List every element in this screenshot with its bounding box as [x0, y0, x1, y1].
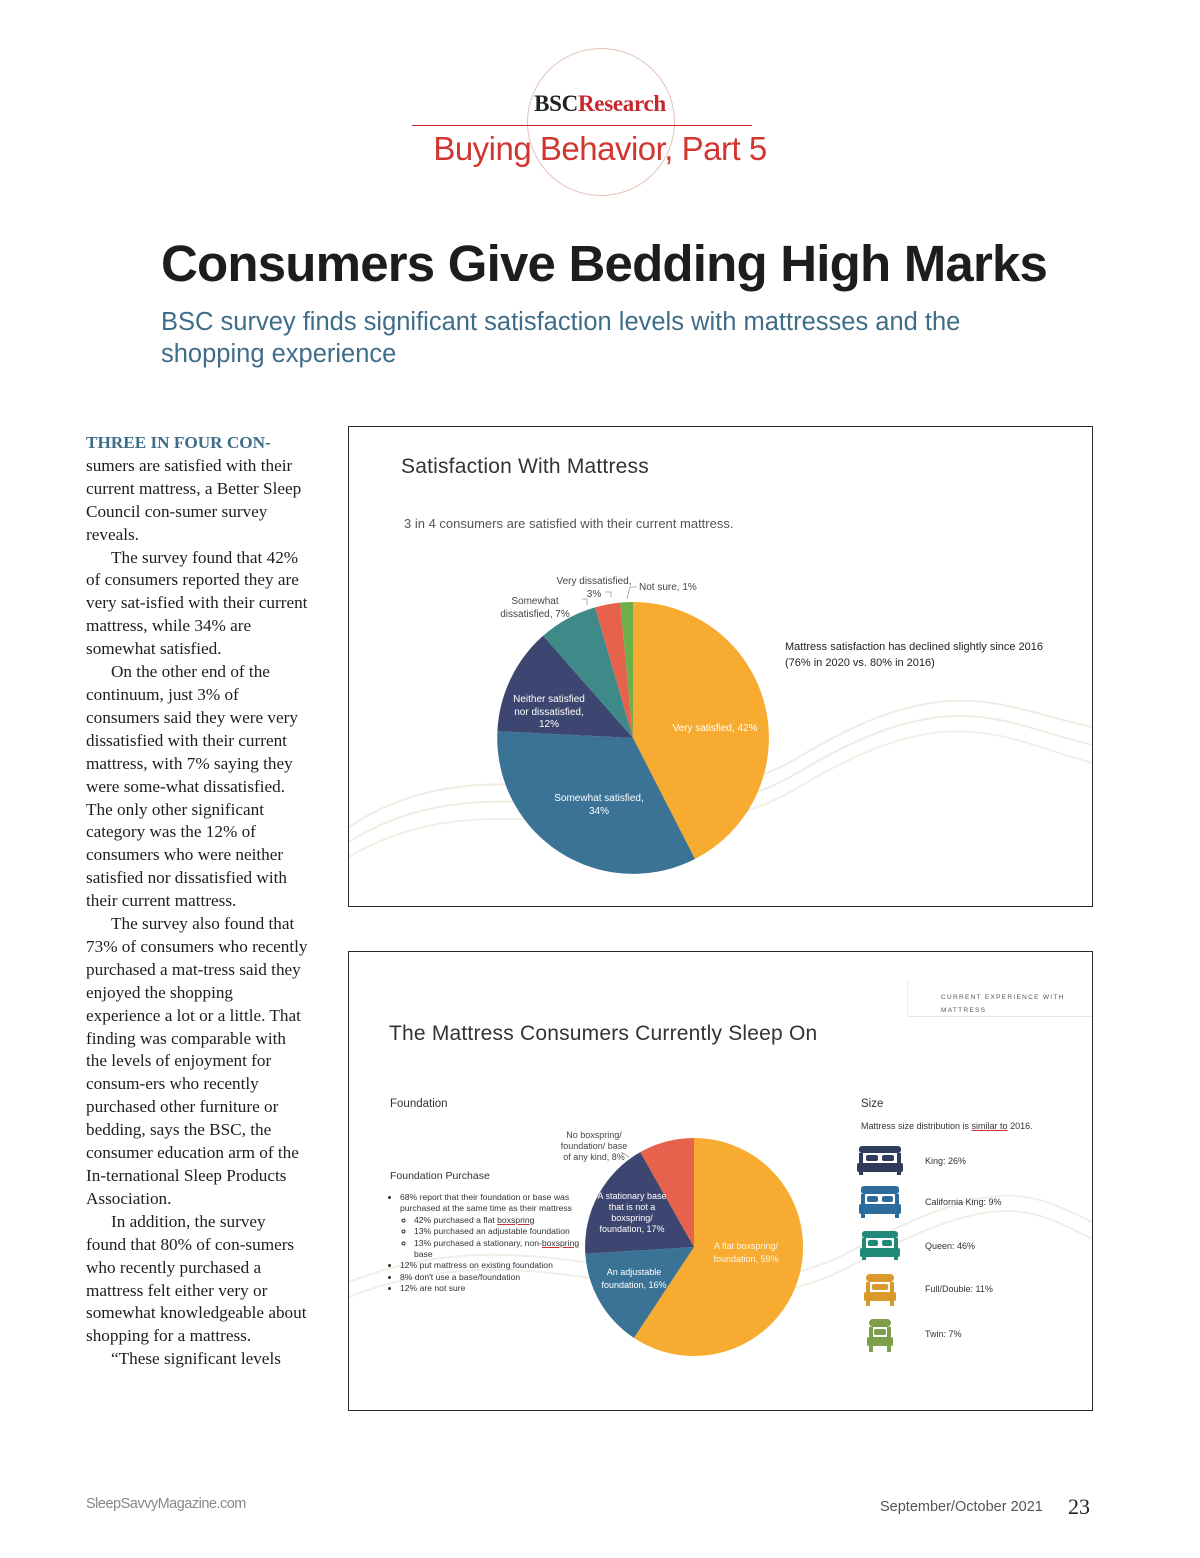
- purchase-heading: Foundation Purchase: [390, 1170, 490, 1182]
- footer-site: SleepSavvyMagazine.com: [86, 1496, 246, 1512]
- size-label: Twin: 7%: [925, 1329, 962, 1339]
- label-adjustable: An adjustable foundation, 16%: [601, 1267, 667, 1290]
- deck: BSC survey finds significant satisfaction levels with mattresses and the shopping experience: [161, 308, 961, 368]
- chart-satisfaction: [348, 426, 1093, 907]
- label-somewhat-dissatisfied: Somewhat dissatisfied, 7%: [500, 596, 570, 620]
- chart-title: The Mattress Consumers Currently Sleep On: [389, 1022, 818, 1045]
- body-column: THREE IN FOUR CON- sumers are satisfied with their current mattress, a Better Sleep Council con-sumer survey reveals. The survey found that 42% of consumers reported they are very sat-isfied with their current mattress, while 34% are somewhat satisfied. On the other end of the continuum, just 3% of consumers said they were very dissatisfied with their current mattress, with 7% saying they were some-what dissatisfied. The only other significant category was the 12% of consumers who were neither satisfied nor dissatisfied with their current mattress. The survey also found that 73% of consumers who recently purchased a mat-tress said they enjoyed the shopping experience a lot or a little. That finding was comparable with the levels of enjoyment for consum-ers who recently purchased other furniture or bedding, says the BSC, the consumer education arm of the In-ternational Sleep Products Association. In addition, the survey found that 80% of con-sumers who recently purchased a mattress felt either very or somewhat knowledgeable about shopping for a mattress. “These significant levels: [86, 432, 310, 1371]
- paragraph: “These significant levels: [111, 1349, 281, 1369]
- list-item: ◦ 13% purchased a stationary, non-boxspring base: [414, 1238, 590, 1261]
- bed-icon: [857, 1144, 903, 1180]
- list-item: • 68% report that their foundation or base was purchased at the same time as their mattress ◦ 42% purchased a flat boxspring ◦ 13% purchased an adjustable foundation ◦ 13% purchased a stationary, non-boxspring base: [400, 1192, 590, 1260]
- lead-in: THREE IN FOUR CON-: [86, 433, 271, 452]
- chart-note: Mattress satisfaction has declined slightly since 2016 (76% in 2020 vs. 80% in 2016): [785, 641, 1044, 669]
- bed-icon: [857, 1185, 903, 1221]
- size-row-king: [857, 1144, 1077, 1184]
- size-row-full-double: [857, 1272, 1077, 1312]
- list-item: • 12% put mattress on existing foundation: [400, 1260, 590, 1271]
- size-label: Queen: 46%: [925, 1241, 976, 1251]
- pie-slices: [497, 602, 769, 874]
- series-title: Buying Behavior, Part 5: [433, 130, 767, 167]
- size-row-california-king: [857, 1185, 1077, 1225]
- headline: Consumers Give Bedding High Marks: [161, 235, 1048, 292]
- label-stationary: A stationary base that is not a boxspring/ foundation, 17%: [597, 1191, 667, 1234]
- label-flat-boxspring: A flat boxspring/ foundation, 59%: [713, 1241, 779, 1264]
- chart-current-mattress: [348, 951, 1093, 1411]
- chart-subtitle: 3 in 4 consumers are satisfied with their current mattress.: [404, 516, 734, 531]
- masthead-circle: [527, 48, 675, 196]
- size-heading: Size: [861, 1098, 884, 1110]
- size-label: King: 26%: [925, 1156, 967, 1166]
- chart-title: Satisfaction With Mattress: [401, 455, 649, 478]
- paragraph: In addition, the survey found that 80% of con-sumers who recently purchased a mattress felt either very or somewhat knowledgeable about shopping for a mattress.: [86, 1211, 307, 1346]
- paragraph: The survey found that 42% of consumers reported they are very sat-isfied with their current mattress, while 34% are somewhat satisfied.: [86, 547, 308, 659]
- paragraph: The survey also found that 73% of consumers who recently purchased a mat-tress said they enjoyed the shopping experience a lot or a little. That finding was comparable with the levels of enjoyment for consum-ers who recently purchased other furniture or bedding, says the BSC, the consumer education arm of the In-ternational Sleep Products Association.: [86, 914, 308, 1208]
- footer-issue: September/October 2021: [880, 1499, 1043, 1515]
- list-item: ◦ 13% purchased an adjustable foundation: [414, 1226, 590, 1237]
- label-neither: Neither satisfied nor dissatisfied, 12%: [513, 694, 585, 730]
- label-not-sure: Not sure, 1%: [639, 582, 697, 593]
- list-item: ◦ 42% purchased a flat boxspring: [414, 1215, 590, 1226]
- bed-icon: [857, 1229, 903, 1265]
- size-row-twin: [857, 1317, 1077, 1357]
- list-item: • 8% don't use a base/foundation: [400, 1272, 590, 1283]
- label-no-boxspring: No boxspring/ foundation/ base of any kind, 8%: [560, 1130, 628, 1162]
- size-label: Full/Double: 11%: [925, 1284, 993, 1294]
- bed-icon: [857, 1317, 903, 1355]
- paragraph: On the other end of the continuum, just 3% of consumers said they were very dissatisfied with their current mattress, with 7% saying they were some-what dissatisfied. The only other significant category was the 12% of consumers who were neither satisfied nor dissatisfied with their current mattress.: [86, 662, 298, 911]
- bed-icon: [857, 1272, 903, 1310]
- page-number: 23: [1068, 1494, 1090, 1519]
- brand-logo: BSCResearch: [534, 91, 666, 116]
- size-row-queen: [857, 1229, 1077, 1269]
- size-label: California King: 9%: [925, 1197, 1002, 1207]
- size-note: Mattress size distribution is similar to 2016.: [861, 1121, 1033, 1131]
- label-very-satisfied: Very satisfied, 42%: [672, 723, 758, 734]
- foundation-heading: Foundation: [390, 1098, 448, 1110]
- list-item: • 12% are not sure: [400, 1283, 590, 1294]
- brand-rule: [412, 125, 752, 126]
- corner-tag: CURRENT EXPERIENCE WITH MATTRESS: [941, 994, 1065, 1014]
- label-somewhat-satisfied: Somewhat satisfied, 34%: [554, 793, 644, 817]
- label-very-dissatisfied: Very dissatisfied, 3%: [556, 576, 632, 600]
